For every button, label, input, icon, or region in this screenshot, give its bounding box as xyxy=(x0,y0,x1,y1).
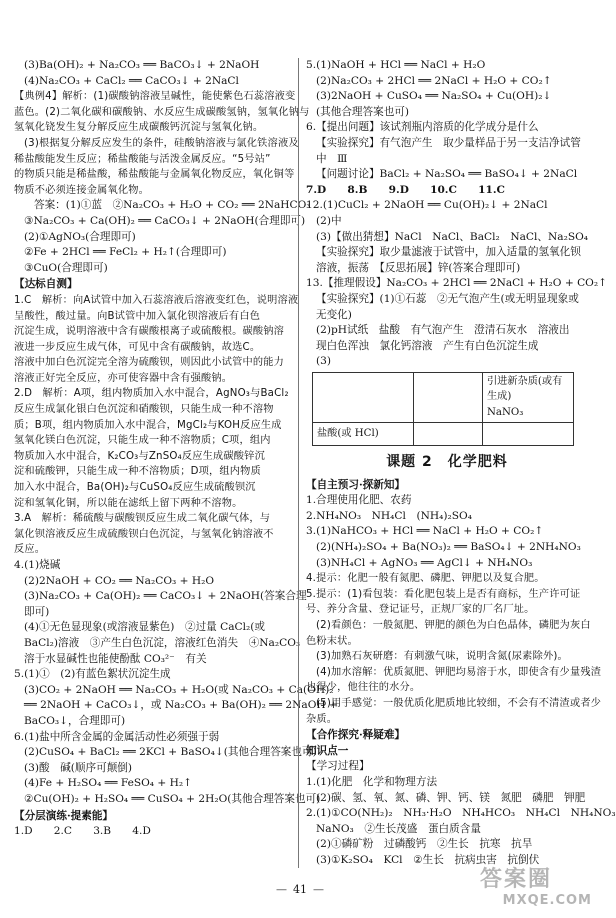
answer-line: 质；B项，组内物质加入水中混合，MgCl₂与KOH反应生成 xyxy=(14,419,282,431)
answer-line: (4)加水溶解：优质氮肥、钾肥均易溶于水，即使含有少量残渣 xyxy=(316,666,602,678)
answer-line: (2)Na₂CO₃ + 2HCl ══ 2NaCl + H₂O + CO₂↑ xyxy=(316,74,552,87)
answer-line: (2)中 xyxy=(316,214,342,227)
answer-line: 【学习过程】 xyxy=(306,760,370,773)
answer-line: 液进一步反应生成气体，可见中含有碳酸钠，故选C。 xyxy=(14,341,261,353)
answer-line: (4)Na₂CO₃ + CaCl₂ ══ CaCO₃↓ + 2NaCl xyxy=(24,74,239,87)
answer-line: (3)【做出猜想】NaCl NaCl、BaCl₂ NaCl、Na₂SO₄ xyxy=(316,230,589,243)
answer-line: 淀和氢氧化铜，所以能在滤纸上留下两种不溶物。 xyxy=(14,497,243,509)
page-dash-right: — xyxy=(313,883,324,896)
answer-line: 氯化钡溶液反应生成硫酸钡白色沉淀，与氢氧化钠溶液不 xyxy=(14,528,274,540)
answer-line: 也很少，他往往的水分。 xyxy=(306,682,421,694)
answer-line: 沉淀生成，说明溶液中含有碳酸根离子或硫酸根。碳酸钠溶 xyxy=(14,326,285,338)
answer-line: (2)看颜色：一般氮肥、钾肥的颜色为白色晶体，磷肥为灰白 xyxy=(316,620,591,631)
answer-line: (3)Na₂CO₃ + Ca(OH)₂ ══ CaCO₃↓ + 2NaOH(答案合理 xyxy=(24,590,307,603)
answer-line: 物质加入水中混合，K₂CO₃与ZnSO₄反应生成碳酸锌沉 xyxy=(14,450,265,462)
answer-line: 【实验探究】(1)①石蕊 ②无气泡产生(或无明显现象或 xyxy=(316,292,579,305)
answer-line: 7.D 8.B 9.D 10.C 11.C xyxy=(306,183,505,196)
answer-line: (2)碳、氢、氧、氮、磷、钾、钙、镁 氮肥 磷肥 钾肥 xyxy=(316,791,586,804)
answer-line: 6.【提出问题】该试剂瓶内溶质的化学成分是什么 xyxy=(306,121,539,134)
table-header-note-2: NaNO₃ xyxy=(487,407,524,419)
answer-line: 1.合理使用化肥、农药 xyxy=(306,494,412,507)
answer-line: 答案：(1)①蓝 ②Na₂CO₃ + H₂O + CO₂ ══ 2NaHCO₃ xyxy=(34,199,311,212)
answer-line: (3)根据复分解反应发生的条件，硅酸钠溶液与氯化铁溶液及 xyxy=(24,137,299,149)
answer-line: 13.【推理假设】Na₂CO₃ + 2HCl ══ 2NaCl + H₂O + CO₂↑ xyxy=(306,277,607,290)
column-divider xyxy=(298,58,299,868)
answer-line: 12.(1)CuCl₂ + 2NaOH ══ Cu(OH)₂↓ + 2NaCl xyxy=(306,199,548,212)
watermark-logo xyxy=(480,862,598,916)
page-dash-left: — xyxy=(276,883,287,896)
table-row xyxy=(313,372,574,422)
answer-line: (5)用手感觉：一般优质化肥质地比较细，不会有不清渣或者少 xyxy=(316,697,602,709)
answer-line: 【合作探究·释疑难】 xyxy=(306,729,406,742)
answer-line: 的物质只能是稀盐酸，稀盐酸能与金属氧化物反应，氧化铜等 xyxy=(14,169,295,181)
answer-line: 反应生成氯化银白色沉淀和硝酸钡，只能生成一种不溶物 xyxy=(14,404,274,416)
answer-table xyxy=(312,372,574,446)
answer-line: NaNO₃ ②生长茂盛 蛋白质含量 xyxy=(316,822,481,835)
answer-line: 3.(1)NaHCO₃ + HCl ══ NaCl + H₂O + CO₂↑ xyxy=(306,525,544,538)
answer-line: 【典例4】解析：(1)碳酸钠溶液呈碱性，能使紫色石蕊溶液变 xyxy=(14,91,296,103)
answer-line: 现白色浑浊 氯化钙溶液 产生有白色沉淀生成 xyxy=(316,339,539,352)
answer-line: 1.C 解析：向A试管中加入石蕊溶液后溶液变红色，说明溶液 xyxy=(14,294,299,306)
answer-line: (2)(NH₄)₂SO₄ + Ba(NO₃)₂ ══ BaSO₄↓ + 2NH₄NO₃ xyxy=(316,541,581,554)
answer-line: 氢氧化铙发生复分解反应生成碳酸钙沉淀与氢氧化钠。 xyxy=(14,122,264,134)
page-number-text: 41 xyxy=(293,883,307,896)
answer-line: 淀和硫酸钾，只能生成一种不溶物质；D项，组内物质 xyxy=(14,466,261,478)
answer-line: 2.NH₄NO₃ NH₄Cl (NH₄)₂SO₄ xyxy=(306,509,472,522)
answer-line: (4)Fe + H₂SO₄ ══ FeSO₄ + H₂↑ xyxy=(24,777,193,790)
right-column xyxy=(306,58,616,869)
answer-line: (3)NH₄Cl + AgNO₃ ══ AgCl↓ + NH₄NO₃ xyxy=(316,556,533,569)
answer-line: 6.(1)盐中所含金属的金属活动性必须强于弱 xyxy=(14,730,220,743)
answer-line: (3) xyxy=(316,355,332,368)
section-title: 课题 2 化学肥料 xyxy=(386,453,508,470)
answer-line: 1.(1)化肥 化学和物理方法 xyxy=(306,775,438,788)
answer-line: ②Cu(OH)₂ + H₂SO₄ ══ CuSO₄ + 2H₂O(其他合理答案也可) xyxy=(24,792,321,805)
answer-line: 即可) xyxy=(24,605,50,618)
answer-line: 色粉末状。 xyxy=(306,635,358,647)
table-header-note: 引进新杂质(或有生成) xyxy=(487,375,563,403)
answer-line: (2)①AgNO₃(合理即可) xyxy=(24,230,136,243)
answer-line: 【分层演练·提素能】 xyxy=(14,809,114,822)
answer-line: 溶于水显碱性也能使酚酞 CO₃²⁻ 有关 xyxy=(24,652,207,665)
answer-line: BaCl₂)溶液 ③产生白色沉淀，溶液红色消失 ④Na₂CO₃ xyxy=(24,636,301,649)
answer-line: BaCO₃↓，合理即可) xyxy=(24,714,126,727)
table-cell: 盐酸(或 HCl) xyxy=(313,422,414,445)
answer-line: (2)pH试纸 盐酸 有气泡产生 澄清石灰水 溶液出 xyxy=(316,324,570,337)
answer-line: ══ 2NaOH + CaCO₃↓，或 Na₂CO₃ + Ba(OH)₂ ══ 2NaOH + xyxy=(24,699,338,712)
answer-line: 5.(1)① (2)有蓝色絮状沉淀生成 xyxy=(14,668,171,681)
answer-line: 【实验探究】取少量滤液于试管中，加入适量的氢氧化钡 xyxy=(316,246,581,259)
answer-line: ③CuO(合理即可) xyxy=(24,261,108,274)
table-cell xyxy=(414,372,483,422)
answer-line: 4.提示：化肥一般有氮肥、磷肥、钾肥以及复合肥。 xyxy=(306,573,545,585)
answer-line: 【问题讨论】BaCl₂ + Na₂SO₄ ══ BaSO₄↓ + 2NaCl xyxy=(316,168,578,181)
answer-line: 2.(1)①CO(NH₂)₂ NH₃·H₂O NH₄HCO₃ NH₄Cl NH₄NO₃ xyxy=(306,807,616,820)
answer-line: 知识点一 xyxy=(306,744,349,757)
right-answers-upper xyxy=(306,58,607,370)
answer-line: (3)CO₂ + 2NaOH ══ Na₂CO₃ + H₂O(或 Na₂CO₃ + Ca(OH)₂ xyxy=(24,683,334,696)
answer-line: 反应。 xyxy=(14,544,46,556)
answer-line: 溶液，振荡 【反思拓展】锌(答案合理即可) xyxy=(316,261,521,274)
answer-line: 3.A 解析：稀硫酸与碳酸钡反应生成二氧化碳气体，与 xyxy=(14,513,271,525)
answer-line: 呈酸性，酸过量。向B试管中加入氯化钡溶液后有白色 xyxy=(14,310,261,322)
answer-line: 杂质。 xyxy=(306,713,338,725)
answer-line: 蓝色。(2)二氧化碳和碳酸钠、水反应生成碳酸氢钠，氢氧化钠与 xyxy=(14,106,310,118)
answer-line: 溶液正好完全反应，亦可使容器中含有强酸钠。 xyxy=(14,372,233,384)
answer-line: 溶液中加白色沉淀完全溶为硫酸钡，则因此小试管中的能力 xyxy=(14,357,285,369)
answer-line: 【实验探究】有气泡产生 取少量样品于另一支洁净试管 xyxy=(316,136,581,149)
answer-line: 氢氧化镁白色沉淀，只能生成一种不溶物质；C项，组内 xyxy=(14,435,271,447)
answer-line: 【自主预习·探新知】 xyxy=(306,478,406,491)
answer-line: 稀盐酸能发生反应；稀盐酸能与活泼金属反应。“5号站” xyxy=(14,153,271,165)
answer-line: ③Na₂CO₃ + Ca(OH)₂ ══ CaCO₃↓ + 2NaOH(合理即可) xyxy=(24,214,306,227)
answer-line: 中 Ⅲ xyxy=(316,152,348,165)
answer-line: (3)加熟石灰研磨：有刺激气味，说明含氮(尿素除外)。 xyxy=(316,651,568,663)
answer-line: 1.D 2.C 3.B 4.D xyxy=(14,825,151,838)
answer-line: 物质不必须连接金属氧化物。 xyxy=(14,184,150,196)
watermark-url: MXQE.COM xyxy=(502,893,592,908)
answer-line: ②Fe + 2HCl ══ FeCl₂ + H₂↑(合理即可) xyxy=(24,246,227,259)
answer-line: (3)Ba(OH)₂ + Na₂CO₃ ══ BaCO₃↓ + 2NaOH xyxy=(24,59,260,71)
table-cell xyxy=(483,372,574,422)
table-cell xyxy=(483,422,574,445)
answer-line: 2.D 解析：A项，组内物质加入水中混合，AgNO₃与BaCl₂ xyxy=(14,388,289,400)
answer-line: (2)2NaOH + CO₂ ══ Na₂CO₃ + H₂O xyxy=(24,574,215,587)
answer-line: 【达标自测】 xyxy=(14,278,78,291)
answer-line: 4.(1)烧碱 xyxy=(14,559,61,571)
answer-line: 加入水中混合，Ba(OH)₂与CuSO₄反应生成硫酸钡沉 xyxy=(14,482,256,494)
answer-line: (其他合理答案也可) xyxy=(316,105,410,118)
answer-line: (2)CuSO₄ + BaCl₂ ══ 2KCl + BaSO₄↓(其他合理答案也可) xyxy=(24,746,317,759)
table-cell xyxy=(313,372,414,422)
answer-line: (2)①磷矿粉 过磷酸钙 ②生长 抗寒 抗旱 xyxy=(316,838,533,851)
answer-line: 5.(1)NaOH + HCl ══ NaCl + H₂O xyxy=(306,59,486,71)
right-answers-lower xyxy=(306,478,616,869)
answer-line: (3)酸 碱(顺序可颠倒) xyxy=(24,761,133,774)
table-cell xyxy=(414,422,483,445)
table-row xyxy=(313,422,574,445)
answer-line: (4)①无色显现象(或溶液显紫色) ②过量 CaCl₂(或 xyxy=(24,621,266,634)
answer-line: (3)①K₂SO₄ KCl ②生长 抗病虫害 抗倒伏 xyxy=(316,853,540,866)
answer-line: (3)2NaOH + CuSO₄ ══ Na₂SO₄ + Cu(OH)₂↓ xyxy=(316,90,552,103)
answer-line: 5.提示：(1)看包装：看化肥包装上是否有商标，生产许可证 xyxy=(306,588,581,600)
answer-line: 号、养分含量、登记证号，正规厂家的厂名厂址。 xyxy=(306,604,535,616)
answer-line: 无变化) xyxy=(316,308,352,321)
watermark-text: 答案圈 xyxy=(480,867,553,892)
